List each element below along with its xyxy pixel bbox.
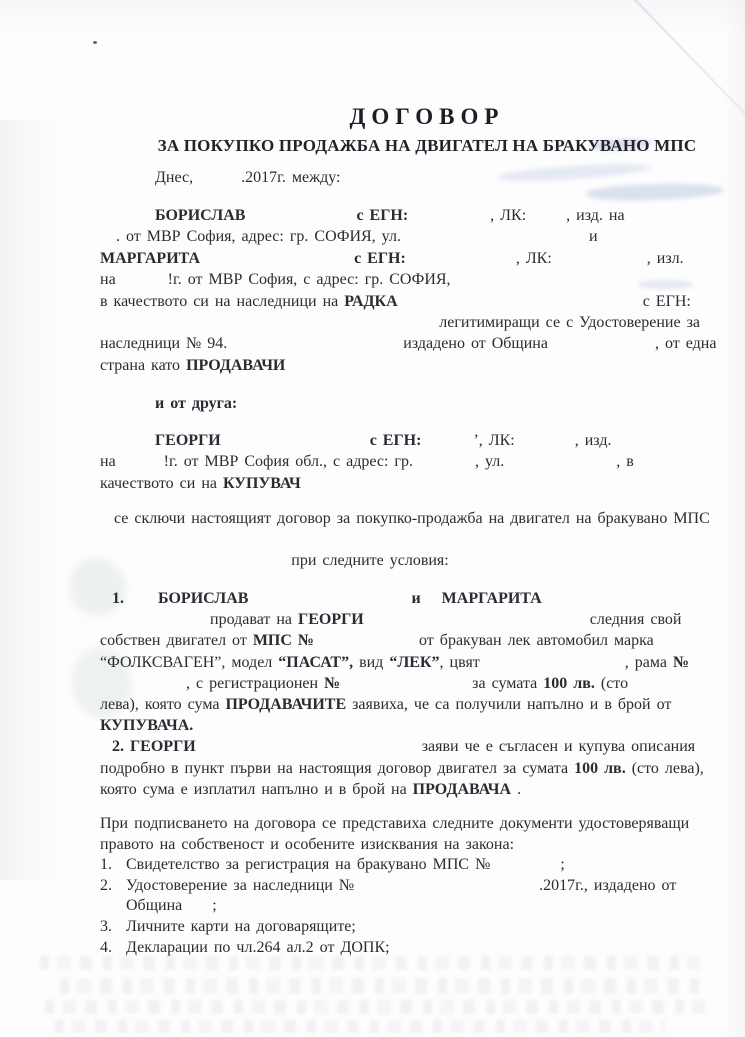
text-segment: МАРГАРИТА bbox=[441, 590, 542, 607]
text-segment: легитимиращи се с Удостоверение за bbox=[439, 314, 700, 332]
text-segment: и bbox=[411, 590, 421, 607]
bleedthrough-texture bbox=[55, 1020, 665, 1033]
contract-title: ДОГОВОР bbox=[349, 104, 505, 129]
text-segment: с ЕГН: bbox=[354, 249, 406, 267]
conditions-heading bbox=[70, 550, 670, 571]
redacted-blank bbox=[408, 219, 490, 220]
redacted-blank bbox=[100, 181, 155, 182]
redacted-blank bbox=[480, 666, 625, 667]
clauses-paragraph bbox=[100, 588, 704, 800]
redacted-blank bbox=[526, 219, 566, 220]
redacted-blank bbox=[100, 909, 126, 910]
document-text-line bbox=[100, 715, 700, 736]
text-segment: Днес, bbox=[155, 169, 194, 186]
document-text-line bbox=[100, 248, 700, 269]
document-text-line bbox=[100, 779, 700, 800]
text-segment: собствен двигател от bbox=[100, 632, 253, 650]
document-text-line bbox=[100, 355, 700, 376]
redacted-blank bbox=[100, 602, 112, 603]
text-segment: и bbox=[588, 228, 598, 246]
text-segment: . bbox=[511, 780, 522, 798]
text-segment: (сто bbox=[594, 674, 629, 692]
text-segment: при следните условия: bbox=[291, 552, 449, 569]
document-text-line bbox=[100, 813, 700, 834]
text-segment: КУПУВАЧА. bbox=[100, 717, 194, 735]
bleedthrough-texture bbox=[60, 978, 700, 994]
text-segment: “ФОЛКСВАГЕН”, модел bbox=[100, 653, 279, 671]
text-segment: 1. bbox=[100, 856, 112, 873]
date-line bbox=[100, 167, 700, 188]
redacted-blank bbox=[116, 465, 164, 466]
text-segment: , ЛК: bbox=[490, 207, 527, 224]
sellers-paragraph bbox=[100, 205, 717, 376]
text-segment: за сумата bbox=[472, 674, 544, 692]
scan-edge-shading-top bbox=[0, 0, 745, 36]
text-segment: , изд. на bbox=[566, 207, 625, 224]
document-text-line bbox=[100, 167, 700, 188]
document-text-line bbox=[100, 473, 700, 494]
documents-intro-paragraph bbox=[100, 813, 700, 856]
redacted-blank bbox=[413, 465, 475, 466]
redacted-blank bbox=[112, 930, 126, 931]
text-segment: . от МВР София, адрес: гр. СОФИЯ, ул. bbox=[116, 228, 401, 246]
text-segment: Община bbox=[126, 897, 183, 915]
redacted-blank bbox=[340, 687, 472, 688]
text-segment: , ул. bbox=[474, 453, 505, 471]
document-text-line bbox=[100, 694, 700, 715]
text-segment: , цвят bbox=[439, 653, 480, 671]
redacted-blank bbox=[548, 347, 655, 348]
text-segment: с ЕГН: bbox=[369, 432, 422, 449]
document-text-line bbox=[100, 393, 700, 414]
text-segment: следния свой bbox=[589, 611, 682, 629]
redacted-blank bbox=[112, 889, 126, 890]
document-text-line bbox=[100, 609, 700, 630]
contract-subtitle: ЗА ПОКУПКО ПРОДАЖБА НА ДВИГАТЕЛ НА БРАКУВАНО МПС bbox=[157, 136, 697, 155]
document-text-line bbox=[100, 896, 700, 917]
document-text-line bbox=[100, 917, 700, 938]
text-segment: ’, ЛК: bbox=[473, 432, 515, 449]
redacted-blank bbox=[398, 305, 643, 306]
redacted-blank bbox=[100, 219, 155, 220]
text-segment: и от друга: bbox=[155, 395, 238, 412]
redacted-blank bbox=[116, 283, 168, 284]
text-segment: Удостоверение за наследници № bbox=[126, 876, 355, 894]
redacted-blank bbox=[227, 347, 403, 348]
redacted-blank bbox=[182, 909, 212, 910]
text-segment: правото на собственост и особените изисквания на закона: bbox=[100, 836, 515, 854]
document-text-line bbox=[100, 652, 700, 673]
text-segment: която сума е изплатил напълно и в брой на bbox=[100, 780, 413, 798]
text-segment: , рама bbox=[624, 653, 674, 671]
text-segment: , изл. bbox=[646, 249, 684, 267]
text-segment: издадено от Община bbox=[403, 335, 548, 353]
scan-edge-shading-left bbox=[0, 120, 70, 880]
text-segment: 2. ГЕОРГИ bbox=[112, 738, 196, 756]
text-segment: ПРОДАВАЧА bbox=[412, 780, 512, 798]
redacted-blank bbox=[314, 644, 419, 645]
text-segment: ПРОДАВАЧИТЕ bbox=[225, 696, 347, 714]
text-segment: страна като bbox=[100, 356, 187, 374]
text-segment: РАДКА bbox=[344, 292, 398, 310]
text-segment: заяви че е съгласен и купува описания bbox=[421, 738, 696, 756]
redacted-blank bbox=[245, 219, 356, 220]
document-text-line bbox=[100, 226, 700, 247]
document-text-line bbox=[100, 834, 700, 855]
document-text-line bbox=[100, 333, 717, 354]
text-segment: “ПАСАТ”, bbox=[278, 653, 354, 671]
text-segment: качеството си на bbox=[100, 474, 223, 492]
redacted-blank bbox=[406, 262, 516, 263]
text-segment: 4. bbox=[100, 938, 112, 956]
document-text-line bbox=[100, 673, 700, 694]
text-segment: от бракуван лек автомобил марка bbox=[419, 632, 654, 650]
redacted-blank bbox=[504, 465, 616, 466]
text-segment: 3. bbox=[100, 918, 112, 936]
text-segment: лева), която сума bbox=[100, 696, 226, 714]
document-text-line bbox=[100, 508, 710, 529]
text-segment: “ЛЕК” bbox=[389, 653, 440, 671]
document-text-line bbox=[100, 876, 700, 897]
text-segment: , от една bbox=[654, 335, 717, 353]
redacted-blank bbox=[221, 444, 370, 445]
text-segment: .2017г., издадено от bbox=[539, 876, 677, 894]
redacted-blank bbox=[196, 750, 422, 751]
redacted-blank bbox=[248, 602, 411, 603]
document-text-line bbox=[100, 938, 700, 959]
redacted-blank bbox=[200, 262, 354, 263]
text-segment: , ЛК: bbox=[515, 249, 552, 267]
text-segment: № bbox=[324, 674, 341, 692]
document-text-line bbox=[100, 205, 700, 226]
document-text-line bbox=[100, 291, 700, 312]
redacted-blank bbox=[100, 240, 116, 241]
document-text-line bbox=[100, 588, 700, 609]
text-segment: , изд. bbox=[574, 432, 612, 449]
redacted-blank bbox=[100, 407, 155, 408]
text-segment: .2017г. между: bbox=[241, 169, 341, 186]
document-text-line bbox=[100, 758, 704, 779]
text-segment: № bbox=[673, 653, 690, 671]
redacted-blank bbox=[100, 444, 155, 445]
text-segment: КУПУВАЧ bbox=[222, 474, 301, 492]
document-text-line bbox=[100, 855, 700, 876]
text-segment: МПС № bbox=[252, 632, 315, 650]
text-segment: в качеството си на наследници на bbox=[100, 292, 345, 310]
document-text-line bbox=[100, 630, 700, 651]
text-segment: Декларации по чл.264 ал.2 от ДОПК; bbox=[126, 938, 390, 956]
text-segment: МАРГАРИТА bbox=[100, 249, 201, 267]
ink-speck bbox=[93, 41, 97, 44]
text-segment: ; bbox=[212, 897, 217, 915]
redacted-blank bbox=[100, 750, 112, 751]
redacted-blank bbox=[100, 522, 114, 523]
bleedthrough-texture bbox=[45, 1000, 705, 1014]
document-text-line bbox=[100, 430, 700, 451]
redacted-blank bbox=[364, 623, 590, 624]
redacted-blank bbox=[490, 868, 560, 869]
text-segment: !г. от МВР София, с адрес: гр. СОФИЯ, bbox=[167, 271, 451, 289]
text-segment: на bbox=[100, 271, 116, 289]
redacted-blank bbox=[112, 951, 126, 952]
text-segment: на bbox=[100, 453, 116, 471]
document-text-line bbox=[100, 269, 700, 290]
text-segment: се сключи настоящият договор за покупко-продажба на двигател на бракувано МПС bbox=[114, 510, 710, 527]
redacted-blank bbox=[421, 602, 442, 603]
text-segment: БОРИСЛАВ bbox=[155, 207, 246, 224]
document-text-line bbox=[100, 312, 700, 333]
redacted-blank bbox=[112, 868, 126, 869]
text-segment: Личните карти на договарящите; bbox=[126, 918, 356, 936]
text-segment: , в bbox=[616, 453, 634, 471]
text-segment: ПРОДАВАЧИ bbox=[186, 356, 286, 374]
text-segment: продават на bbox=[210, 611, 299, 629]
redacted-blank bbox=[193, 181, 241, 182]
text-segment: 2. bbox=[100, 876, 112, 894]
and-other-party-line bbox=[100, 393, 700, 414]
redacted-blank bbox=[552, 262, 647, 263]
redacted-blank bbox=[354, 889, 539, 890]
text-segment: ; bbox=[560, 856, 565, 873]
buyer-paragraph bbox=[100, 430, 700, 494]
document-text-line bbox=[100, 736, 700, 757]
redacted-blank bbox=[100, 623, 210, 624]
text-segment: подробно в пункт първи на настоящия договор двигател за сумата bbox=[100, 759, 575, 777]
document-text-line bbox=[100, 451, 700, 472]
document-text-line bbox=[70, 550, 670, 571]
redacted-blank bbox=[401, 240, 589, 241]
text-segment: с ЕГН: bbox=[642, 292, 691, 310]
text-segment: наследници № 94. bbox=[100, 335, 228, 353]
text-segment: 100 лв. bbox=[543, 674, 595, 692]
text-segment: 100 лв. bbox=[574, 759, 626, 777]
text-segment: !г. от МВР София обл., с адрес: гр. bbox=[163, 453, 413, 471]
text-segment: вид bbox=[353, 653, 390, 671]
text-segment: , с регистрационен bbox=[186, 674, 325, 692]
redacted-blank bbox=[515, 444, 575, 445]
redacted-blank bbox=[124, 602, 158, 603]
documents-list bbox=[100, 855, 700, 959]
text-segment: с ЕГН: bbox=[356, 207, 409, 224]
text-segment: При подписването на договора се представиха следните документи удостоверяващи bbox=[100, 815, 690, 832]
text-segment: БОРИСЛАВ bbox=[158, 590, 249, 607]
redacted-blank bbox=[100, 687, 186, 688]
text-segment: (сто лева), bbox=[625, 759, 704, 777]
text-segment: Свидетелство за регистрация на бракувано МПС № bbox=[126, 856, 491, 873]
text-segment: ГЕОРГИ bbox=[155, 432, 221, 449]
text-segment: заявиха, че са получили напълно и в брой от bbox=[346, 696, 672, 714]
redacted-blank bbox=[421, 444, 473, 445]
text-segment: ГЕОРГИ bbox=[298, 611, 364, 629]
contract-subject-line bbox=[100, 508, 710, 529]
text-segment: 1. bbox=[112, 590, 124, 607]
